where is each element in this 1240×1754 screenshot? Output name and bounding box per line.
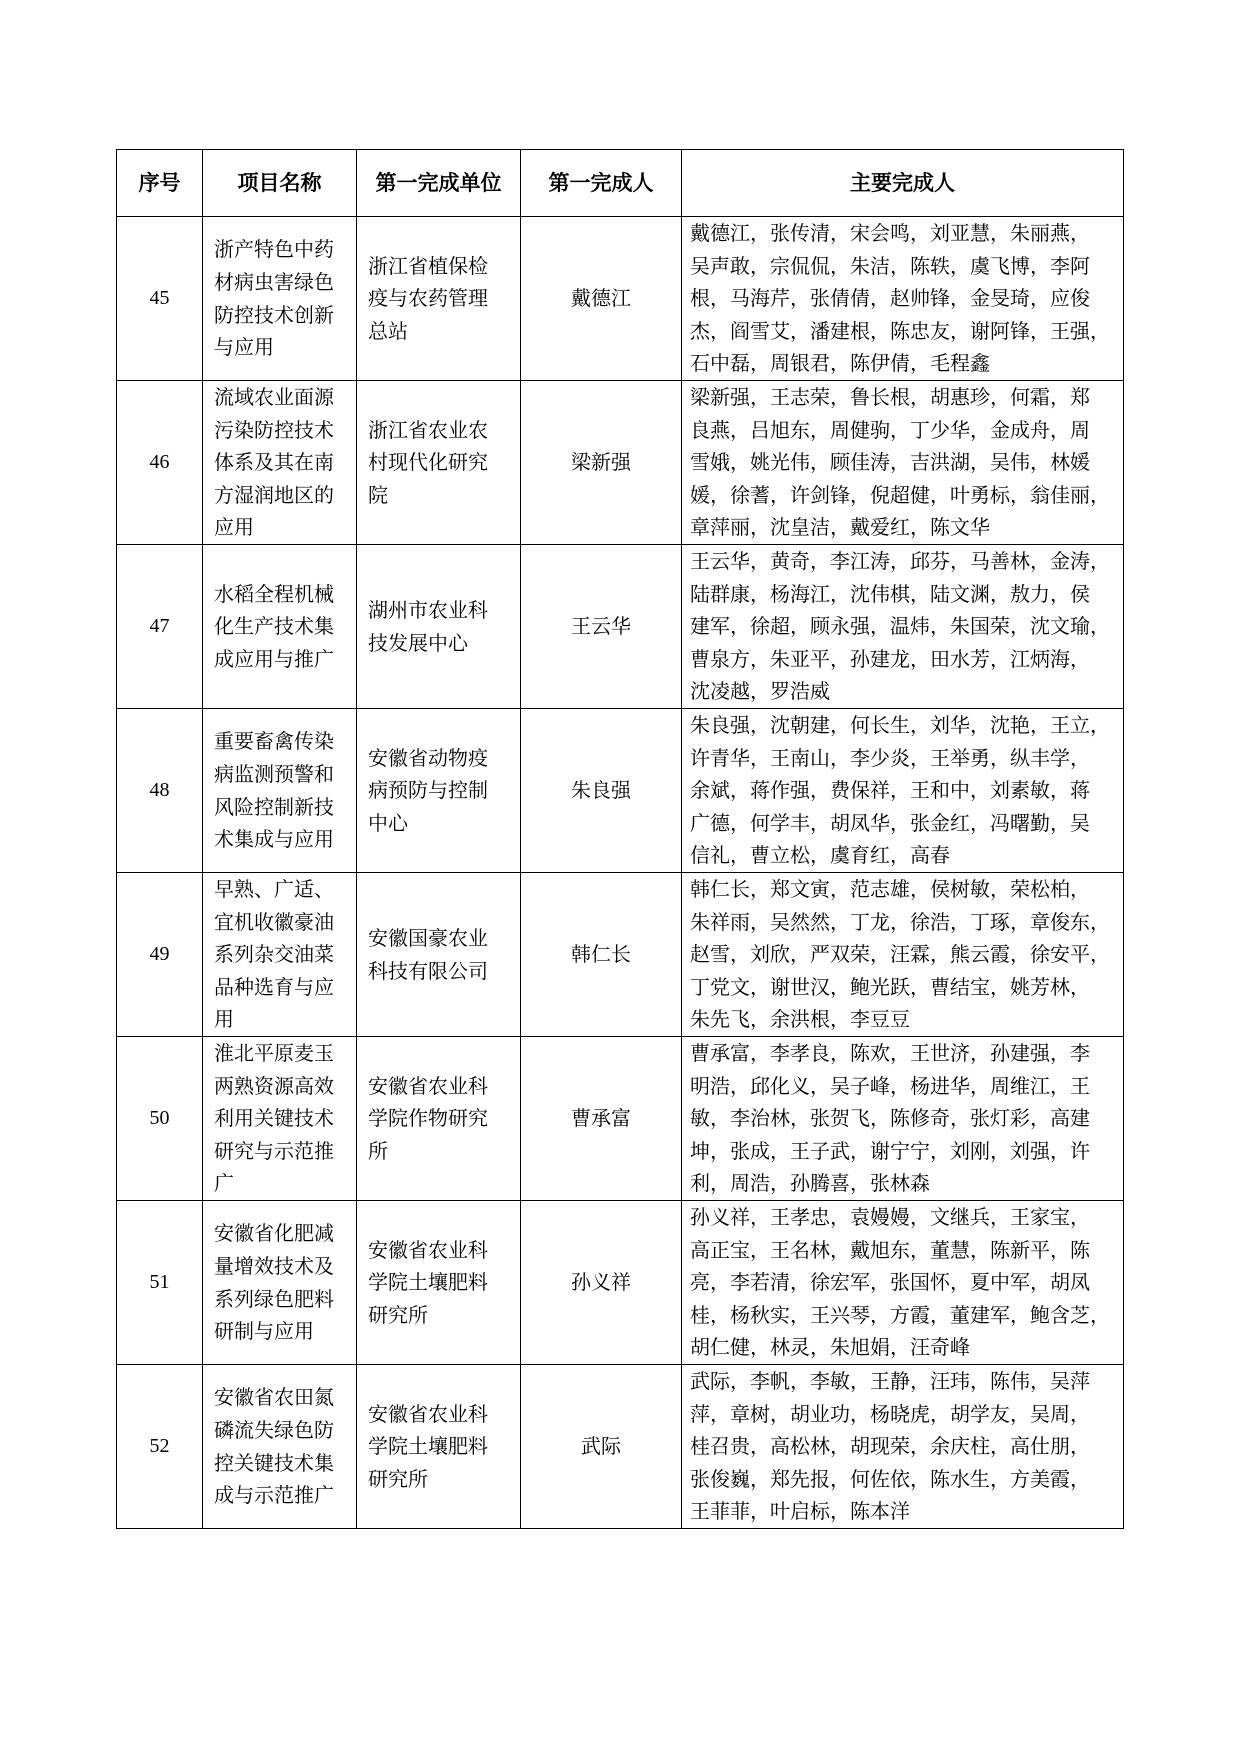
main-members-cell: 曹承富，李孝良，陈欢，王世济，孙建强，李 明浩，邱化义，吴子峰，杨进华，周维江，王 敏，李治林，张贺飞，陈修奇，张灯彩，高建 坤，张成，王子武，谢宁宁，刘刚，刘强，许 利，周浩，孙腾喜，张林森 bbox=[682, 1037, 1124, 1201]
table-row bbox=[117, 381, 1124, 545]
first-person-cell: 戴德江 bbox=[521, 217, 682, 381]
header-serial-number: 序号 bbox=[117, 150, 203, 217]
first-unit-cell: 安徽省农业科 学院土壤肥料 研究所 bbox=[357, 1201, 521, 1365]
first-person-cell: 韩仁长 bbox=[521, 873, 682, 1037]
project-name-cell: 流域农业面源 污染防控技术 体系及其在南 方湿润地区的 应用 bbox=[203, 381, 357, 545]
table-row bbox=[117, 1365, 1124, 1529]
header-first-person: 第一完成人 bbox=[521, 150, 682, 217]
main-members-cell: 朱良强，沈朝建，何长生，刘华，沈艳，王立， 许青华，王南山，李少炎，王举勇，纵丰学， 余斌，蒋作强，费保祥，王和中，刘素敏，蒋 广德，何学丰，胡凤华，张金红，冯曙勤，吴 信礼，曹立松，虞育红，高春 bbox=[682, 709, 1124, 873]
main-members-cell: 戴德江，张传清，宋会鸣，刘亚慧，朱丽燕， 吴声敢，宗侃侃，朱洁，陈轶，虞飞博，李阿 根，马海芹，张倩倩，赵帅锋，金旻琦，应俊 杰，阎雪艾，潘建根，陈忠友，谢阿锋，王强， 石中磊，周银君，陈伊倩，毛程鑫 bbox=[682, 217, 1124, 381]
first-unit-cell: 安徽国豪农业 科技有限公司 bbox=[357, 873, 521, 1037]
header-main-members: 主要完成人 bbox=[682, 150, 1124, 217]
project-name-cell: 水稻全程机械 化生产技术集 成应用与推广 bbox=[203, 545, 357, 709]
table-header bbox=[117, 150, 1124, 217]
serial-number-cell: 45 bbox=[117, 217, 203, 381]
serial-number-cell: 48 bbox=[117, 709, 203, 873]
main-members-cell: 韩仁长，郑文寅，范志雄，侯树敏，荣松柏， 朱祥雨，吴然然，丁龙，徐浩，丁琢，章俊东， 赵雪，刘欣，严双荣，汪霖，熊云霞，徐安平， 丁党文，谢世汉，鲍光跃，曹结宝，姚芳林， 朱先飞，余洪根，李豆豆 bbox=[682, 873, 1124, 1037]
first-unit-cell: 湖州市农业科 技发展中心 bbox=[357, 545, 521, 709]
table-row bbox=[117, 217, 1124, 381]
first-unit-cell: 浙江省植保检 疫与农药管理 总站 bbox=[357, 217, 521, 381]
main-members-cell: 梁新强，王志荣，鲁长根，胡惠珍，何霜，郑 良燕，吕旭东，周健驹，丁少华，金成舟，周 雪娥，姚光伟，顾佳涛，吉洪湖，吴伟，林媛 媛，徐蓍，许剑锋，倪超健，叶勇标，翁佳丽， 章萍丽，沈皇洁，戴爱红，陈文华 bbox=[682, 381, 1124, 545]
first-person-cell: 朱良强 bbox=[521, 709, 682, 873]
serial-number-cell: 49 bbox=[117, 873, 203, 1037]
first-person-cell: 王云华 bbox=[521, 545, 682, 709]
table-row bbox=[117, 873, 1124, 1037]
first-unit-cell: 安徽省动物疫 病预防与控制 中心 bbox=[357, 709, 521, 873]
serial-number-cell: 47 bbox=[117, 545, 203, 709]
project-name-cell: 重要畜禽传染 病监测预警和 风险控制新技 术集成与应用 bbox=[203, 709, 357, 873]
project-name-cell: 淮北平原麦玉 两熟资源高效 利用关键技术 研究与示范推 广 bbox=[203, 1037, 357, 1201]
main-members-cell: 孙义祥，王孝忠，袁嫚嫚，文继兵，王家宝， 高正宝，王名林，戴旭东，董慧，陈新平，陈 亮，李若清，徐宏军，张国怀，夏中军，胡凤 桂，杨秋实，王兴琴，方霞，董建军，鲍含芝， 胡仁健，林灵，朱旭娟，汪奇峰 bbox=[682, 1201, 1124, 1365]
table-row bbox=[117, 1037, 1124, 1201]
table-row bbox=[117, 709, 1124, 873]
first-unit-cell: 安徽省农业科 学院作物研究 所 bbox=[357, 1037, 521, 1201]
first-unit-cell: 浙江省农业农 村现代化研究 院 bbox=[357, 381, 521, 545]
table-row bbox=[117, 545, 1124, 709]
main-members-cell: 王云华，黄奇，李江涛，邱芬，马善林，金涛， 陆群康，杨海江，沈伟棋，陆文渊，敖力，侯 建军，徐超，顾永强，温炜，朱国荣，沈文瑜， 曹泉方，朱亚平，孙建龙，田水芳，江炳海， 沈凌越，罗浩威 bbox=[682, 545, 1124, 709]
first-person-cell: 梁新强 bbox=[521, 381, 682, 545]
table-body bbox=[117, 217, 1124, 1529]
project-name-cell: 安徽省化肥减 量增效技术及 系列绿色肥料 研制与应用 bbox=[203, 1201, 357, 1365]
first-person-cell: 孙义祥 bbox=[521, 1201, 682, 1365]
project-name-cell: 早熟、广适、 宜机收徽豪油 系列杂交油菜 品种选育与应 用 bbox=[203, 873, 357, 1037]
header-first-unit: 第一完成单位 bbox=[357, 150, 521, 217]
serial-number-cell: 46 bbox=[117, 381, 203, 545]
project-name-cell: 安徽省农田氮 磷流失绿色防 控关键技术集 成与示范推广 bbox=[203, 1365, 357, 1529]
table-row bbox=[117, 1201, 1124, 1365]
header-row bbox=[117, 150, 1124, 217]
project-name-cell: 浙产特色中药 材病虫害绿色 防控技术创新 与应用 bbox=[203, 217, 357, 381]
first-unit-cell: 安徽省农业科 学院土壤肥料 研究所 bbox=[357, 1365, 521, 1529]
serial-number-cell: 50 bbox=[117, 1037, 203, 1201]
first-person-cell: 曹承富 bbox=[521, 1037, 682, 1201]
main-members-cell: 武际，李帆，李敏，王静，汪玮，陈伟，吴萍 萍，章树，胡业功，杨晓虎，胡学友，吴周， 桂召贵，高松林，胡现荣，余庆柱，高仕朋， 张俊巍，郑先报，何佐依，陈水生，方美霞， 王菲菲，叶启标，陈本洋 bbox=[682, 1365, 1124, 1529]
serial-number-cell: 52 bbox=[117, 1365, 203, 1529]
first-person-cell: 武际 bbox=[521, 1365, 682, 1529]
serial-number-cell: 51 bbox=[117, 1201, 203, 1365]
header-project-name: 项目名称 bbox=[203, 150, 357, 217]
awards-table bbox=[116, 149, 1124, 1529]
